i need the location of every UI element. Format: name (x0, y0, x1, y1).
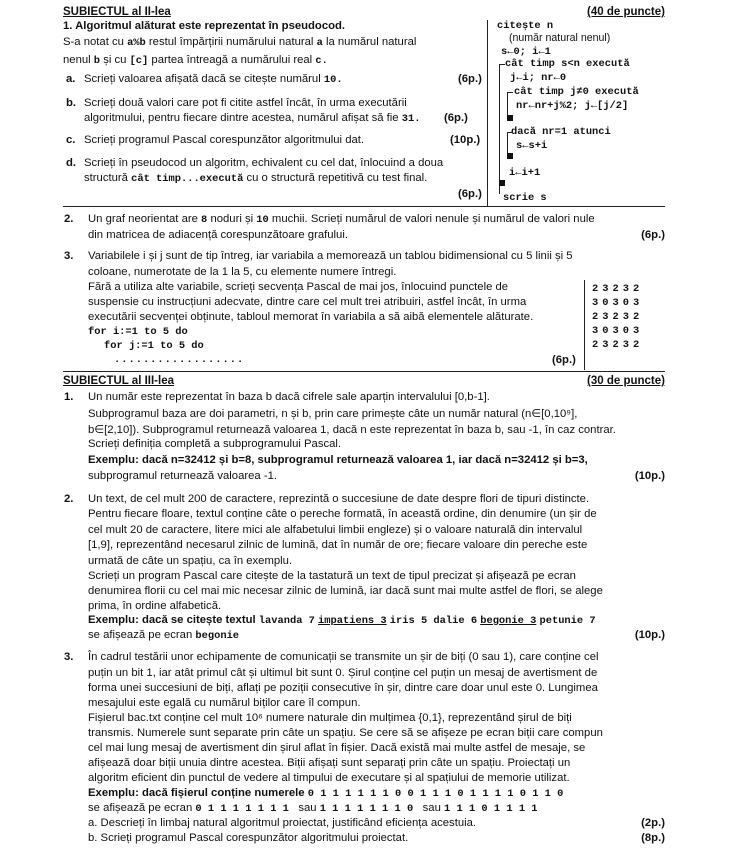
q1-d-points: (6p.) (458, 188, 482, 200)
matrix-row (590, 282, 641, 296)
s3-q3-a-points: (2p.) (641, 817, 665, 829)
q1-intro-line2: nenul b și cu [c] partea întreagă a numărului real c. (63, 54, 328, 67)
q3-text-5: executării secvenței obținute, tabloul memorat în variabila a să aibă elementele alăturate. (88, 311, 534, 323)
matrix-row (590, 324, 641, 338)
s3-q3-example: Exemplu: dacă fișierul conține numerele 0 1 1 1 1 1 1 0 0 1 1 1 0 1 1 1 1 0 1 1 0 (88, 787, 564, 800)
s3-q1-line4: Scrieți definiția completă a subprogramului Pascal. (88, 438, 342, 450)
code-line-inc: i←i+1 (509, 167, 541, 179)
code-line-if: dacă nr=1 atunci (511, 126, 611, 138)
q3-matrix (590, 282, 641, 352)
q1-b-label: b. (66, 97, 77, 109)
q1-d-text-1: Scrieți în pseudocod un algoritm, echivalent cu cel dat, înlocuind a doua (84, 157, 444, 169)
matrix-cell: 2 (592, 311, 599, 323)
if-end-bullet (507, 153, 513, 159)
s3-q3-a-text: a. Descrieți în limbaj natural algoritmul proiectat, justificând eficiența acestuia. (88, 817, 477, 829)
q1-c-text: Scrieți programul Pascal corespunzător algoritmului dat. (84, 134, 365, 146)
s3-q3-line2: puțin un bit 1, iar atât primul cât și ultimul bit sunt 0. Șirul conține cel puțin un mesaj de avertisment de (88, 667, 598, 679)
s3-q1-points: (10p.) (634, 470, 665, 482)
s3-q2-line1: Un text, de cel mult 200 de caractere, reprezintă o succesiune de date despre flori de tipuri distincte. (88, 493, 590, 505)
matrix-cell: 2 (633, 283, 640, 295)
s3-q2-line6: Scrieți un program Pascal care citește de la tastatură un text de tipul precizat și afișează pe ecran (88, 570, 576, 582)
matrix-row (590, 338, 641, 352)
code-line-assign: j←i; nr←0 (510, 72, 567, 84)
code-comment: (număr natural nenul) (509, 32, 611, 44)
matrix-cell: 2 (633, 339, 640, 351)
s3-q1-line3: b∈[2,10]). Subprogramul returnează valoarea 1, dacă n este reprezentat în baza b, sau -1, în caz contrar. (88, 424, 616, 436)
s3-q2-number: 2. (64, 493, 74, 505)
q1-a-text: Scrieți valoarea afișată dacă se citește numărul 10. (84, 73, 343, 86)
s3-q3-line4: mesajului este egală cu numărul biților care îl compun. (88, 697, 361, 709)
q1-c-points: (10p.) (450, 134, 481, 146)
s3-q3-line1: În cadrul testării unor echipamente de comunicații se transmite un șir de biți (0 sau 1), care conține cel (88, 651, 599, 663)
section-2-points: (40 de puncte) (587, 6, 665, 18)
q3-code-2: for j:=1 to 5 do (104, 340, 204, 352)
s3-q3-number: 3. (64, 651, 74, 663)
code-line-body2: nr←nr+j%2; j←[j/2] (516, 100, 629, 112)
while1-bracket (499, 64, 500, 194)
q1-bottom-rule (63, 206, 665, 207)
matrix-cell: 3 (612, 297, 619, 309)
matrix-cell: 3 (612, 325, 619, 337)
s3-q2-line4: [1,9], reprezentând necesarul zilnic de lumină, dat în număr de ore; fiecare valoare din pereche este (88, 539, 588, 551)
s3-q2-example: Exemplu: dacă se citește textul lavanda 7 impatiens 3 iris 5 dalie 6 begonie 3 petunie 7 (88, 614, 596, 627)
q3-text-1: Variabilele i și j sunt de tip întreg, iar variabila a memorează un tablou bidimensional cu 5 linii și 5 (88, 250, 573, 262)
s3-q3-line6: transmis. Numerele sunt separate prin câte un spațiu. Se cere să se afișeze pe ecran biții care compun (88, 727, 603, 739)
matrix-cell: 3 (622, 339, 629, 351)
code-line-while1: cât timp s<n execută (505, 58, 630, 70)
q3-number: 3. (64, 250, 74, 262)
matrix-cell: 2 (612, 311, 619, 323)
s3-q3-line8: afișează doar biții unuia dintre acestea. Biții afișați sunt separați prin câte un spațiu. Proiectați un (88, 757, 571, 769)
q1-b-text-2: algoritmului, pentru fiecare dintre acestea, numărul afișat să fie 31. (84, 112, 421, 125)
matrix-cell: 2 (592, 283, 599, 295)
q1-b-text-1: Scrieți două valori care pot fi citite astfel încât, în urma executării (84, 97, 407, 109)
matrix-cell: 3 (602, 283, 609, 295)
matrix-cell: 3 (602, 311, 609, 323)
matrix-cell: 3 (633, 325, 640, 337)
q1-a-label: a. (66, 73, 76, 85)
matrix-cell: 3 (602, 339, 609, 351)
code-line-init: s←0; i←1 (501, 46, 551, 58)
section-2-title: SUBIECTUL al II-lea (63, 6, 171, 18)
s3-q2-line2: Pentru fiecare floare, textul conține câte o pereche formată, în această ordine, din denumire (un șir de (88, 508, 597, 520)
q1-a-points: (6p.) (458, 73, 482, 85)
matrix-cell: 3 (592, 297, 599, 309)
code-line-while2: cât timp j≠0 execută (514, 86, 639, 98)
s3-q2-output: se afișează pe ecran begonie (88, 629, 240, 642)
s3-q1-number: 1. (64, 391, 74, 403)
q3-text-3: Fără a utiliza alte variabile, scrieți secvența Pascal de mai jos, înlocuind punctele de (88, 281, 509, 293)
s3-q3-line7: cel mai lung mesaj de avertisment din șirul aflat în fișier. Dacă există mai multe astfel de mesaje, se (88, 742, 586, 754)
code-line-sum: s←s+i (516, 140, 548, 152)
q1-d-text-2: structură cât timp...execută cu o structură repetitivă cu test final. (84, 172, 428, 185)
section-3-title: SUBIECTUL al III-lea (63, 375, 174, 387)
s3-q2-line5: urmată de câte un spațiu, ca în exemplu. (88, 555, 293, 567)
s3-q2-line8: prima, în ordine alfabetică. (88, 600, 222, 612)
s3-q3-output: se afișează pe ecran 0 1 1 1 1 1 1 1 sau 1 1 1 1 1 1 1 0 sau 1 1 1 0 1 1 1 1 (88, 802, 538, 815)
s3-q1-line2: Subprogramul baza are doi parametri, n și b, prin care primește câte un număr natural (n∈[0,10⁹], (88, 408, 578, 420)
q2-text-1: Un graf neorientat are 8 noduri și 10 muchii. Scrieți numărul de valori nenule și numărul de valori nule (88, 213, 595, 226)
while2-bracket (507, 92, 508, 116)
matrix-cell: 0 (622, 325, 629, 337)
s3-q2-line3: cel mult 20 de caractere, litere mici ale alfabetului limbii engleze) și o valoare naturală din intervalul (88, 524, 583, 536)
matrix-cell: 3 (633, 297, 640, 309)
s3-q1-line5: Exemplu: dacă n=32412 și b=8, subprogramul returnează valoarea 1, iar dacă n=32412 și b=3, (88, 454, 588, 466)
q1-intro-line1: S-a notat cu a%b restul împărțirii numărului natural a la numărul natural (63, 36, 417, 49)
code-line-print: scrie s (503, 192, 547, 204)
matrix-cell: 3 (622, 311, 629, 323)
while2-end-bullet (507, 115, 513, 121)
q3-code-dots: .................. (114, 354, 245, 366)
q3-divider (584, 280, 585, 370)
matrix-cell: 0 (602, 297, 609, 309)
q3-points: (6p.) (552, 354, 576, 366)
q3-text-4: suspensie cu instrucțiuni adecvate, dintre care cel mult trei atribuiri, astfel încât, în urma (88, 296, 527, 308)
matrix-row (590, 296, 641, 310)
q3-code-1: for i:=1 to 5 do (88, 326, 188, 338)
while1-end-bullet (499, 180, 505, 186)
matrix-row (590, 310, 641, 324)
q3-text-2: coloane, numerotate de la 1 la 5, cu elemente numere întregi. (88, 266, 397, 278)
matrix-cell: 0 (622, 297, 629, 309)
if-bracket (507, 132, 508, 154)
q1-heading: 1. Algoritmul alăturat este reprezentat în pseudocod. (63, 20, 346, 32)
s3-q3-line9: algoritm eficient din punctul de vedere al timpului de executare și al spațiului de memorie utilizat. (88, 772, 570, 784)
matrix-cell: 3 (622, 283, 629, 295)
section-3-points: (30 de puncte) (587, 375, 665, 387)
s3-q1-line1: Un număr este reprezentat în baza b dacă cifrele sale aparțin intervalului [0,b-1]. (88, 391, 490, 403)
q1-divider (487, 20, 488, 206)
matrix-cell: 2 (612, 339, 619, 351)
s3-q3-line5: Fișierul bac.txt conține cel mult 10⁶ numere naturale din mulțimea {0,1}, reprezentând șirul de biți (88, 712, 572, 724)
matrix-cell: 0 (602, 325, 609, 337)
s3-q1-line6: subprogramul returnează valoarea -1. (88, 470, 278, 482)
matrix-cell: 2 (592, 339, 599, 351)
matrix-cell: 3 (592, 325, 599, 337)
q2-points: (6p.) (641, 229, 665, 241)
s3-q2-line7: denumirea florii cu cel mai mic necesar zilnic de lumină, iar dacă sunt mai multe astfel de flori, se alege (88, 585, 603, 597)
s3-q3-b-points: (8p.) (641, 832, 665, 844)
section-2-bottom-rule (63, 371, 665, 372)
matrix-cell: 2 (633, 311, 640, 323)
q1-c-label: c. (66, 134, 76, 146)
matrix-cell: 2 (612, 283, 619, 295)
s3-q3-line3: forma unei succesiuni de biți, aflați pe poziții consecutive în șir, dintre care doar unul este 0. Lungimea (88, 682, 598, 694)
q2-number: 2. (64, 213, 74, 225)
q2-text-2: din matricea de adiacență corespunzătoare grafului. (88, 229, 348, 241)
s3-q2-points: (10p.) (634, 629, 665, 641)
code-line-read: citește n (497, 20, 554, 32)
q1-b-points: (6p.) (444, 112, 468, 124)
q1-d-label: d. (66, 157, 77, 169)
s3-q3-b-text: b. Scrieți programul Pascal corespunzător algoritmului proiectat. (88, 832, 409, 844)
